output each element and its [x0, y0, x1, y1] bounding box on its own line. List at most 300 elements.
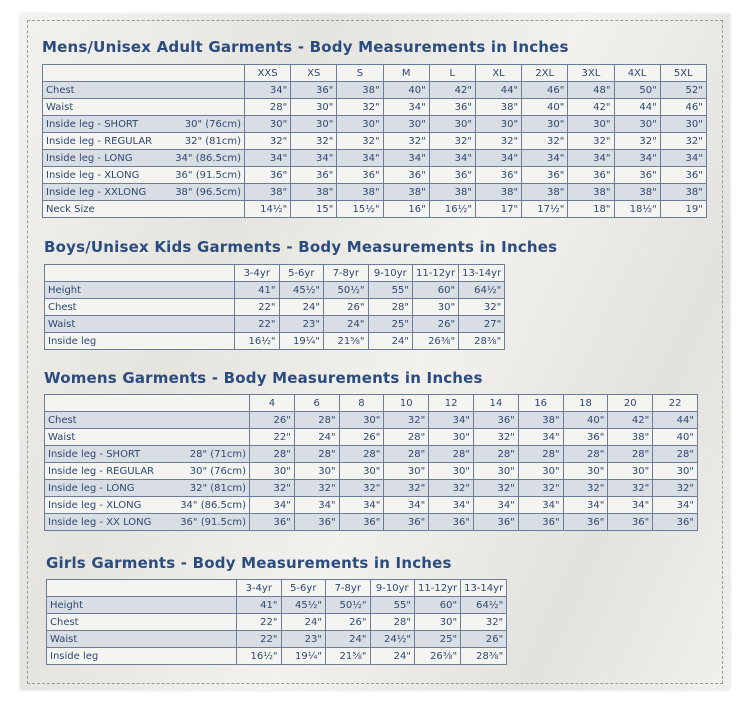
row-label: Chest: [43, 82, 245, 99]
measurement-cell: 36": [563, 429, 608, 446]
measurement-cell: 26⅜": [413, 333, 459, 350]
measurement-cell: 22": [235, 316, 280, 333]
row-label-note: 32" (81cm): [189, 482, 246, 494]
measurement-cell: 34": [294, 497, 339, 514]
measurement-cell: 24½": [370, 631, 415, 648]
row-label: [43, 133, 245, 150]
size-header: M: [383, 65, 429, 82]
measurement-cell: 32": [608, 480, 653, 497]
measurement-cell: 38": [291, 184, 337, 201]
measurement-cell: 40": [522, 99, 568, 116]
header-corner: [43, 65, 245, 82]
measurement-cell: 36": [653, 514, 698, 531]
measurement-cell: 36": [294, 514, 339, 531]
measurement-cell: 30": [429, 463, 474, 480]
header-row: [47, 580, 507, 597]
measurement-cell: 45½": [279, 282, 324, 299]
measurement-cell: 42": [568, 99, 614, 116]
measurement-cell: 18": [568, 201, 614, 218]
table-row: [45, 412, 698, 429]
measurement-cell: 36": [339, 514, 384, 531]
row-label-text: Inside leg - XLONG: [48, 499, 142, 511]
table-row: [47, 631, 507, 648]
measurement-cell: 18½": [614, 201, 660, 218]
measurement-cell: 32": [429, 133, 475, 150]
measurement-cell: 46": [522, 82, 568, 99]
measurement-cell: 24": [279, 299, 324, 316]
measurement-cell: 32": [339, 480, 384, 497]
measurement-cell: 34": [608, 497, 653, 514]
table-row: [43, 133, 707, 150]
row-label: Waist: [43, 99, 245, 116]
measurement-cell: 44": [475, 82, 521, 99]
row-label: Chest: [47, 614, 237, 631]
measurement-cell: 64½": [459, 282, 505, 299]
measurement-cell: 34": [563, 497, 608, 514]
measurement-cell: 32": [518, 480, 563, 497]
measurement-cell: 36": [518, 514, 563, 531]
measurement-cell: 30": [294, 463, 339, 480]
table-row: [45, 497, 698, 514]
measurement-cell: 32": [337, 133, 383, 150]
row-label-text: Inside leg - XXLONG: [46, 186, 147, 198]
row-label-note: 32" (81cm): [184, 135, 241, 147]
size-header: 2XL: [522, 65, 568, 82]
measurement-cell: 28": [653, 446, 698, 463]
table-row: [45, 316, 505, 333]
measurement-cell: 34": [568, 150, 614, 167]
measurement-cell: 40": [653, 429, 698, 446]
measurement-cell: 36": [660, 167, 706, 184]
table-row: [43, 201, 707, 218]
measurement-cell: 38": [614, 184, 660, 201]
size-header: 18: [563, 395, 608, 412]
measurement-cell: 26⅜": [415, 648, 461, 665]
size-header: 9-10yr: [370, 580, 415, 597]
women-measurements-table: [44, 394, 698, 531]
measurement-cell: 32": [475, 133, 521, 150]
row-label-note: 30" (76cm): [189, 465, 246, 477]
measurement-cell: 28": [370, 614, 415, 631]
header-row: [43, 65, 707, 82]
measurement-cell: 34": [429, 497, 474, 514]
row-label: Waist: [45, 316, 235, 333]
row-label: Chest: [45, 299, 235, 316]
row-label-note: 28" (71cm): [189, 448, 246, 460]
measurement-cell: 32": [473, 429, 518, 446]
row-label-text: Inside leg - SHORT: [46, 118, 139, 130]
measurement-cell: 30": [415, 614, 461, 631]
measurement-cell: 32": [614, 133, 660, 150]
boys-measurements-table: [44, 264, 505, 350]
size-header: 5-6yr: [281, 580, 326, 597]
size-header: 22: [653, 395, 698, 412]
measurement-cell: 44": [653, 412, 698, 429]
table-row: [43, 150, 707, 167]
header-corner: [47, 580, 237, 597]
measurement-cell: 34": [339, 497, 384, 514]
measurement-cell: 34": [245, 150, 291, 167]
measurement-cell: 38": [383, 184, 429, 201]
measurement-cell: 24": [281, 614, 326, 631]
size-header: 11-12yr: [413, 265, 459, 282]
header-row: [45, 265, 505, 282]
girls-section-title: Girls Garments - Body Measurements in Inches: [46, 554, 452, 572]
table-row: [43, 116, 707, 133]
row-label: [45, 446, 250, 463]
size-header: XXS: [245, 65, 291, 82]
measurement-cell: 21⅝": [326, 648, 371, 665]
measurement-cell: 26": [413, 316, 459, 333]
measurement-cell: 30": [339, 412, 384, 429]
measurement-cell: 36": [384, 514, 429, 531]
measurement-cell: 30": [653, 463, 698, 480]
measurement-cell: 30": [250, 463, 295, 480]
row-label: Waist: [47, 631, 237, 648]
measurement-cell: 28": [608, 446, 653, 463]
measurement-cell: 32": [429, 480, 474, 497]
row-label: Chest: [45, 412, 250, 429]
measurement-cell: 28": [368, 299, 413, 316]
size-chart-sheet: [20, 14, 730, 690]
measurement-cell: 22": [237, 614, 282, 631]
measurement-cell: 36": [250, 514, 295, 531]
row-label-text: Inside leg - REGULAR: [46, 135, 153, 147]
measurement-cell: 55": [370, 597, 415, 614]
measurement-cell: 27": [459, 316, 505, 333]
size-header: 14: [473, 395, 518, 412]
row-label-text: Inside leg - LONG: [46, 152, 133, 164]
measurement-cell: 41": [235, 282, 280, 299]
measurement-cell: 38": [608, 429, 653, 446]
row-label: [43, 116, 245, 133]
size-header: 5XL: [660, 65, 706, 82]
measurement-cell: 34": [518, 429, 563, 446]
measurement-cell: 38": [660, 184, 706, 201]
measurement-cell: 22": [250, 429, 295, 446]
measurement-cell: 15": [291, 201, 337, 218]
row-label-note: 36" (91.5cm): [180, 516, 246, 528]
measurement-cell: 34": [337, 150, 383, 167]
measurement-cell: 34": [245, 82, 291, 99]
measurement-cell: 24": [326, 631, 371, 648]
size-header: 3XL: [568, 65, 614, 82]
measurement-cell: 41": [237, 597, 282, 614]
measurement-cell: 30": [473, 463, 518, 480]
measurement-cell: 50": [614, 82, 660, 99]
row-label: Height: [47, 597, 237, 614]
measurement-cell: 34": [383, 99, 429, 116]
size-header: 13-14yr: [461, 580, 507, 597]
size-header: 12: [429, 395, 474, 412]
row-label-note: 38" (96.5cm): [175, 186, 241, 198]
measurement-cell: 40": [383, 82, 429, 99]
measurement-cell: 32": [294, 480, 339, 497]
header-corner: [45, 395, 250, 412]
row-label-text: Inside leg - SHORT: [48, 448, 141, 460]
measurement-cell: 34": [660, 150, 706, 167]
measurement-cell: 15½": [337, 201, 383, 218]
measurement-cell: 28": [294, 446, 339, 463]
measurement-cell: 26": [326, 614, 371, 631]
measurement-cell: 40": [563, 412, 608, 429]
table-row: [43, 82, 707, 99]
measurement-cell: 24": [324, 316, 369, 333]
size-header: 8: [339, 395, 384, 412]
size-header: 13-14yr: [459, 265, 505, 282]
measurement-cell: 32": [563, 480, 608, 497]
size-header: S: [337, 65, 383, 82]
measurement-cell: 36": [568, 167, 614, 184]
measurement-cell: 30": [291, 116, 337, 133]
measurement-cell: 30": [568, 116, 614, 133]
measurement-cell: 34": [473, 497, 518, 514]
table-row: [45, 282, 505, 299]
measurement-cell: 25": [415, 631, 461, 648]
measurement-cell: 34": [653, 497, 698, 514]
measurement-cell: 36": [291, 82, 337, 99]
men-measurements-table: [42, 64, 707, 218]
measurement-cell: 36": [473, 514, 518, 531]
row-label: [45, 463, 250, 480]
measurement-cell: 36": [522, 167, 568, 184]
measurement-cell: 19¼": [281, 648, 326, 665]
girls-measurements-table: [46, 579, 507, 665]
measurement-cell: 30": [337, 116, 383, 133]
measurement-cell: 36": [429, 167, 475, 184]
size-header: 3-4yr: [237, 580, 282, 597]
measurement-cell: 36": [608, 514, 653, 531]
measurement-cell: 16½": [429, 201, 475, 218]
table-row: [45, 463, 698, 480]
size-header: 5-6yr: [279, 265, 324, 282]
measurement-cell: 28": [339, 446, 384, 463]
measurement-cell: 60": [415, 597, 461, 614]
measurement-cell: 32": [383, 133, 429, 150]
measurement-cell: 36": [475, 167, 521, 184]
measurement-cell: 48": [568, 82, 614, 99]
measurement-cell: 17": [475, 201, 521, 218]
row-label-note: 34" (86.5cm): [180, 499, 246, 511]
size-header: 6: [294, 395, 339, 412]
measurement-cell: 38": [522, 184, 568, 201]
row-label: Inside leg: [47, 648, 237, 665]
measurement-cell: 28⅜": [459, 333, 505, 350]
size-header: 3-4yr: [235, 265, 280, 282]
measurement-cell: 21⅝": [324, 333, 369, 350]
measurement-cell: 32": [473, 480, 518, 497]
measurement-cell: 42": [429, 82, 475, 99]
measurement-cell: 32": [291, 133, 337, 150]
measurement-cell: 30": [245, 116, 291, 133]
row-label: Height: [45, 282, 235, 299]
size-header: 11-12yr: [415, 580, 461, 597]
measurement-cell: 26": [250, 412, 295, 429]
measurement-cell: 30": [339, 463, 384, 480]
measurement-cell: 28": [518, 446, 563, 463]
row-label-note: 30" (76cm): [184, 118, 241, 130]
table-row: [45, 446, 698, 463]
measurement-cell: 28": [563, 446, 608, 463]
measurement-cell: 36": [429, 514, 474, 531]
row-label-text: Inside leg - LONG: [48, 482, 135, 494]
size-header: 7-8yr: [324, 265, 369, 282]
size-header: 10: [384, 395, 429, 412]
measurement-cell: 38": [337, 184, 383, 201]
measurement-cell: 60": [413, 282, 459, 299]
measurement-cell: 46": [660, 99, 706, 116]
table-row: [47, 614, 507, 631]
measurement-cell: 28": [245, 99, 291, 116]
measurement-cell: 36": [429, 99, 475, 116]
measurement-cell: 26": [339, 429, 384, 446]
measurement-cell: 36": [614, 167, 660, 184]
table-row: [43, 167, 707, 184]
row-label-text: Inside leg - REGULAR: [48, 465, 155, 477]
measurement-cell: 32": [653, 480, 698, 497]
measurement-cell: 36": [383, 167, 429, 184]
size-header: 4: [250, 395, 295, 412]
measurement-cell: 23": [281, 631, 326, 648]
measurement-cell: 19": [660, 201, 706, 218]
header-row: [45, 395, 698, 412]
table-row: [43, 184, 707, 201]
measurement-cell: 34": [475, 150, 521, 167]
row-label: Neck Size: [43, 201, 245, 218]
measurement-cell: 45½": [281, 597, 326, 614]
measurement-cell: 30": [563, 463, 608, 480]
men-section-title: Mens/Unisex Adult Garments - Body Measurements in Inches: [42, 38, 569, 56]
measurement-cell: 32": [384, 480, 429, 497]
measurement-cell: 30": [522, 116, 568, 133]
size-header: XL: [475, 65, 521, 82]
boys-section-title: Boys/Unisex Kids Garments - Body Measurements in Inches: [44, 238, 558, 256]
measurement-cell: 36": [473, 412, 518, 429]
measurement-cell: 17½": [522, 201, 568, 218]
measurement-cell: 50½": [326, 597, 371, 614]
table-row: [45, 514, 698, 531]
measurement-cell: 30": [384, 463, 429, 480]
header-corner: [45, 265, 235, 282]
table-row: [45, 429, 698, 446]
row-label: [43, 167, 245, 184]
measurement-cell: 64½": [461, 597, 507, 614]
table-row: [45, 480, 698, 497]
measurement-cell: 55": [368, 282, 413, 299]
measurement-cell: 38": [337, 82, 383, 99]
table-row: [43, 99, 707, 116]
table-row: [47, 597, 507, 614]
measurement-cell: 30": [614, 116, 660, 133]
measurement-cell: 25": [368, 316, 413, 333]
size-header: XS: [291, 65, 337, 82]
measurement-cell: 32": [459, 299, 505, 316]
measurement-cell: 14½": [245, 201, 291, 218]
measurement-cell: 32": [568, 133, 614, 150]
measurement-cell: 24": [368, 333, 413, 350]
women-section-title: Womens Garments - Body Measurements in Inches: [44, 369, 483, 387]
row-label-note: 34" (86.5cm): [175, 152, 241, 164]
measurement-cell: 30": [608, 463, 653, 480]
row-label: Inside leg: [45, 333, 235, 350]
measurement-cell: 24": [294, 429, 339, 446]
size-header: 4XL: [614, 65, 660, 82]
measurement-cell: 38": [475, 184, 521, 201]
row-label-text: Inside leg - XLONG: [46, 169, 140, 181]
measurement-cell: 16½": [235, 333, 280, 350]
measurement-cell: 34": [614, 150, 660, 167]
measurement-cell: 44": [614, 99, 660, 116]
measurement-cell: 30": [291, 99, 337, 116]
measurement-cell: 28": [384, 446, 429, 463]
measurement-cell: 32": [245, 133, 291, 150]
measurement-cell: 28": [384, 429, 429, 446]
measurement-cell: 34": [383, 150, 429, 167]
size-header: L: [429, 65, 475, 82]
row-label-note: 36" (91.5cm): [175, 169, 241, 181]
measurement-cell: 32": [660, 133, 706, 150]
size-header: 9-10yr: [368, 265, 413, 282]
table-row: [45, 299, 505, 316]
measurement-cell: 22": [237, 631, 282, 648]
measurement-cell: 38": [568, 184, 614, 201]
measurement-cell: 19¼": [279, 333, 324, 350]
measurement-cell: 30": [429, 429, 474, 446]
measurement-cell: 34": [522, 150, 568, 167]
measurement-cell: 22": [235, 299, 280, 316]
measurement-cell: 34": [429, 412, 474, 429]
measurement-cell: 38": [518, 412, 563, 429]
measurement-cell: 30": [413, 299, 459, 316]
measurement-cell: 24": [370, 648, 415, 665]
table-row: [45, 333, 505, 350]
size-header: 7-8yr: [326, 580, 371, 597]
measurement-cell: 28": [250, 446, 295, 463]
measurement-cell: 34": [384, 497, 429, 514]
measurement-cell: 23": [279, 316, 324, 333]
measurement-cell: 38": [429, 184, 475, 201]
measurement-cell: 36": [245, 167, 291, 184]
measurement-cell: 52": [660, 82, 706, 99]
measurement-cell: 26": [461, 631, 507, 648]
measurement-cell: 30": [518, 463, 563, 480]
measurement-cell: 26": [324, 299, 369, 316]
measurement-cell: 16": [383, 201, 429, 218]
measurement-cell: 34": [518, 497, 563, 514]
measurement-cell: 38": [245, 184, 291, 201]
measurement-cell: 30": [660, 116, 706, 133]
measurement-cell: 32": [461, 614, 507, 631]
size-header: 16: [518, 395, 563, 412]
measurement-cell: 34": [429, 150, 475, 167]
table-row: [47, 648, 507, 665]
measurement-cell: 36": [563, 514, 608, 531]
measurement-cell: 50½": [324, 282, 369, 299]
measurement-cell: 28": [429, 446, 474, 463]
row-label: [45, 480, 250, 497]
measurement-cell: 42": [608, 412, 653, 429]
measurement-cell: 30": [383, 116, 429, 133]
measurement-cell: 32": [384, 412, 429, 429]
measurement-cell: 36": [291, 167, 337, 184]
measurement-cell: 28": [473, 446, 518, 463]
measurement-cell: 32": [337, 99, 383, 116]
row-label-text: Inside leg - XX LONG: [48, 516, 152, 528]
measurement-cell: 34": [291, 150, 337, 167]
measurement-cell: 38": [475, 99, 521, 116]
measurement-cell: 30": [429, 116, 475, 133]
row-label: [43, 150, 245, 167]
